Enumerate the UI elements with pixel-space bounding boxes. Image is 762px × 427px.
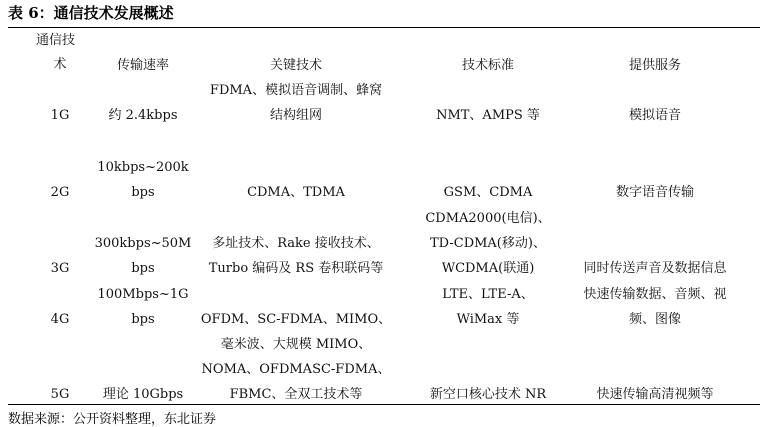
row-3g-speed-line-2: bps: [131, 261, 155, 276]
row-5g-tech-line-2: NOMA、OFDMASC-FDMA、: [201, 362, 391, 377]
row-4g-speed: [88, 282, 198, 332]
row-2g-speed-line-1: 10kbps~200k: [97, 160, 189, 175]
source-note: 数据来源：公开资料整理，东北证券: [8, 412, 217, 427]
row-4g-service-line-2: 频、图像: [628, 312, 681, 327]
row-1g-gen: 1G: [50, 108, 70, 123]
row-4g-service-line-1: 快速传输数据、音频、视: [583, 287, 727, 302]
row-5g-tech-line-3: FBMC、全双工技术等: [229, 387, 363, 402]
row-4g-standard-line-2: WiMax 等: [456, 312, 520, 327]
row-3g-tech-line-1: 多址技术、Rake 接收技术、: [212, 236, 380, 251]
row-2g-standard: GSM、CDMA: [443, 185, 533, 200]
row-1g-speed: 约 2.4kbps: [108, 108, 178, 123]
header-service: 提供服务: [628, 58, 681, 73]
row-5g-gen: 5G: [50, 387, 70, 402]
row-4g-standard: [398, 282, 578, 332]
row-3g-standard-line-3: WCDMA(联通): [441, 261, 535, 276]
row-5g-standard: 新空口核心技术 NR: [429, 387, 547, 402]
row-5g-tech-line-1: 毫米波、大规模 MIMO、: [220, 337, 372, 352]
row-3g-service: 同时传送声音及数据信息: [583, 261, 727, 276]
header-standard: 技术标准: [461, 58, 514, 73]
row-3g-tech: [196, 231, 396, 281]
row-2g-speed-line-2: bps: [131, 185, 155, 200]
bottom-rule: [8, 404, 760, 405]
row-3g-speed-line-1: 300kbps~50M: [94, 236, 192, 251]
row-4g-service: [560, 282, 750, 332]
row-4g-speed-line-2: bps: [131, 312, 155, 327]
header-speed: 传输速率: [116, 58, 169, 73]
row-4g-speed-line-1: 100Mbps~1G: [97, 287, 189, 302]
row-1g-tech-line-1: FDMA、模拟语音调制、蜂窝: [209, 83, 383, 98]
table-title: 表 6：通信技术发展概述: [8, 4, 174, 22]
row-1g-tech: [196, 78, 396, 128]
header-cell-tech-label: 通信技: [36, 33, 76, 48]
row-4g-gen: 4G: [50, 312, 70, 327]
row-4g-standard-line-1: LTE、LTE-A、: [442, 287, 534, 302]
row-3g-gen: 3G: [50, 261, 70, 276]
header-tech: 关键技术: [269, 58, 322, 73]
row-1g-service: 模拟语音: [628, 108, 681, 123]
row-1g-standard: NMT、AMPS 等: [436, 108, 540, 123]
row-1g-tech-line-2: 结构组网: [269, 108, 322, 123]
row-5g-service: 快速传输高清视频等: [596, 387, 714, 402]
header-label-tech: 术: [53, 57, 67, 72]
row-3g-standard-line-1: CDMA2000(电信)、: [425, 211, 551, 226]
row-3g-speed: [88, 231, 198, 281]
row-5g-speed: 理论 10Gbps: [102, 387, 184, 402]
row-3g-tech-line-2: Turbo 编码及 RS 卷积联码等: [208, 261, 384, 276]
row-3g-standard-line-2: TD-CDMA(移动)、: [430, 236, 546, 251]
row-2g-tech: CDMA、TDMA: [247, 185, 345, 200]
row-4g-tech: OFDM、SC-FDMA、MIMO、: [200, 312, 392, 327]
top-rule: [8, 27, 760, 28]
row-2g-gen: 2G: [50, 185, 70, 200]
row-5g-tech: [196, 332, 396, 407]
row-3g-standard: [398, 206, 578, 281]
row-2g-speed: [88, 155, 198, 205]
row-2g-service: 数字语音传输: [615, 185, 694, 200]
